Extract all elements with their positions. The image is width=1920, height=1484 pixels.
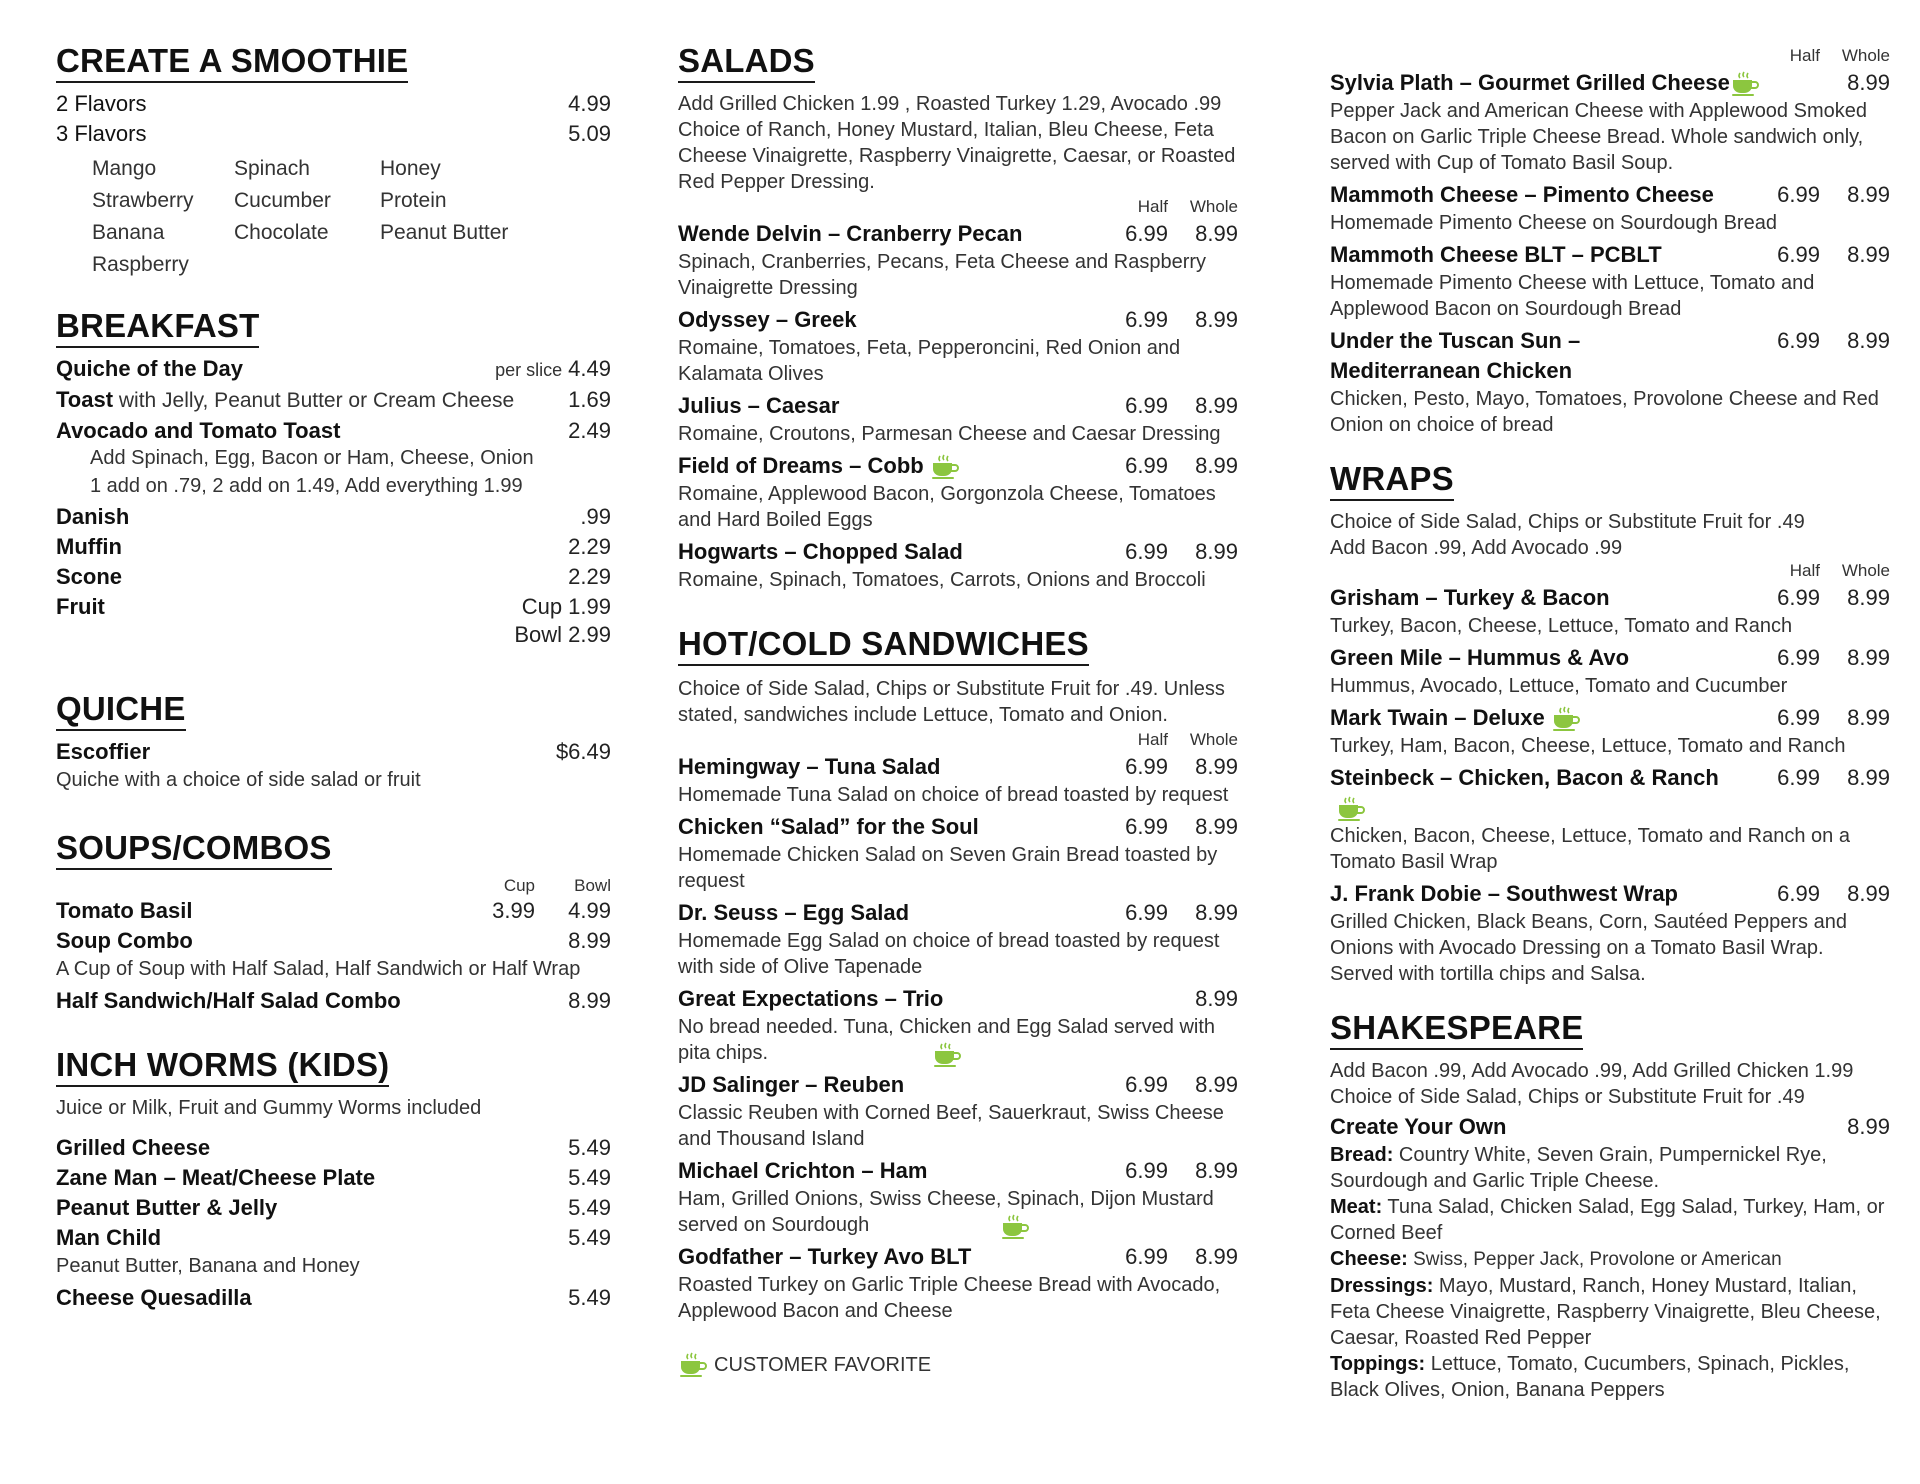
sandwiches-continued	[1330, 46, 1890, 438]
header-whole: Whole	[1841, 561, 1890, 580]
flavor: Raspberry	[92, 253, 189, 276]
section-intro: Add Bacon .99, Add Avocado .99	[1330, 537, 1623, 559]
coffee-cup-icon	[1551, 706, 1581, 732]
item-desc: Pepper Jack and American Cheese with Applewood Smoked Bacon on Garlic Triple Cheese Bread. Whole sandwich only, served with Cup of Tomato Basil Soup.	[1330, 100, 1867, 174]
menu-item	[678, 451, 1238, 533]
item-name: Green Mile – Hummus & Avo	[1330, 645, 1630, 670]
item-price-half: 6.99	[1125, 393, 1168, 418]
item-name: Grisham – Turkey & Bacon	[1330, 585, 1610, 610]
menu-row	[56, 1193, 611, 1223]
item-price-half: 6.99	[1777, 765, 1820, 790]
menu-row	[56, 416, 611, 446]
item-desc: Quiche with a choice of side salad or fruit	[56, 769, 421, 791]
option-toppings	[1330, 1351, 1890, 1403]
menu-row	[1330, 703, 1890, 733]
option-bread	[1330, 1142, 1890, 1194]
quiche-section	[56, 690, 611, 793]
menu-row	[56, 622, 611, 648]
price-header	[678, 730, 1238, 750]
item-price-half: 6.99	[1777, 705, 1820, 730]
item-price-whole: 8.99	[1195, 1072, 1238, 1097]
item-price-whole: 8.99	[1847, 705, 1890, 730]
header-half: Half	[1137, 197, 1168, 216]
section-intro: Juice or Milk, Fruit and Gummy Worms included	[56, 1097, 482, 1119]
item-name: Field of Dreams – Cobb	[678, 453, 924, 478]
header-half: Half	[1137, 730, 1168, 749]
coffee-cup-icon	[1336, 796, 1366, 822]
menu-item	[678, 305, 1238, 387]
item-price: Bowl 2.99	[514, 622, 611, 647]
shakespeare-title: SHAKESPEARE	[1330, 1009, 1583, 1050]
item-name: Steinbeck – Chicken, Bacon & Ranch	[1330, 765, 1719, 790]
price-prefix: per slice	[495, 360, 563, 380]
section-intro: Choice of Side Salad, Chips or Substitute Fruit for .49	[1330, 511, 1805, 533]
item-price: 4.99	[568, 91, 611, 116]
item-title: Toast	[56, 387, 114, 412]
menu-item	[1330, 583, 1890, 639]
item-desc: Turkey, Ham, Bacon, Cheese, Lettuce, Tomato and Ranch	[1330, 735, 1846, 757]
item-price-half: 6.99	[1777, 645, 1820, 670]
smoothie-section	[56, 42, 611, 281]
item-price-half: 6.99	[1125, 1072, 1168, 1097]
item-desc: Romaine, Croutons, Parmesan Cheese and Caesar Dressing	[678, 423, 1221, 445]
item-name: JD Salinger – Reuben	[678, 1072, 905, 1097]
item-desc-text: No bread needed. Tuna, Chicken and Egg Salad served with pita chips.	[678, 1016, 1216, 1064]
menu-item	[1330, 180, 1890, 236]
item-price-whole: 8.99	[1847, 70, 1890, 95]
item-name: Quiche of the Day	[56, 356, 244, 381]
item-price: 5.49	[568, 1285, 611, 1310]
item-name: Half Sandwich/Half Salad Combo	[56, 988, 401, 1013]
coffee-cup-icon	[678, 1352, 708, 1378]
menu-row	[1330, 1112, 1890, 1142]
item-price: 8.99	[568, 928, 611, 953]
item-desc: Chicken, Pesto, Mayo, Tomatoes, Provolone Cheese and Red Onion on choice of bread	[1330, 388, 1879, 436]
menu-row	[1330, 356, 1890, 386]
kids-section	[56, 1046, 611, 1313]
breakfast-section	[56, 307, 611, 648]
item-price: .99	[580, 504, 611, 529]
flavor: Strawberry	[92, 189, 194, 212]
menu-row	[56, 986, 611, 1016]
menu-item	[678, 219, 1238, 301]
option-cheese	[1330, 1246, 1890, 1273]
item-name: Danish	[56, 504, 130, 529]
item-price-whole: 8.99	[1195, 814, 1238, 839]
option-label: Toppings:	[1330, 1353, 1426, 1375]
item-desc: Spinach, Cranberries, Pecans, Feta Cheese and Raspberry Vinaigrette Dressing	[678, 251, 1207, 299]
menu-row	[56, 737, 611, 767]
price-header	[56, 876, 611, 896]
item-price-half: 6.99	[1125, 453, 1168, 478]
flavor: Spinach	[234, 157, 310, 180]
menu-row	[56, 532, 611, 562]
menu-row	[1330, 240, 1890, 270]
item-name: Escoffier	[56, 739, 151, 764]
menu-row	[678, 391, 1238, 421]
item-price-half: 6.99	[1125, 539, 1168, 564]
soups-title: SOUPS/COMBOS	[56, 829, 332, 870]
item-desc: A Cup of Soup with Half Salad, Half Sandwich or Half Wrap	[56, 958, 581, 980]
menu-item	[678, 752, 1238, 808]
option-label: Dressings:	[1330, 1275, 1434, 1297]
item-price: 5.49	[568, 1225, 611, 1250]
item-price: 8.99	[568, 988, 611, 1013]
item-name-wrap	[1330, 763, 1750, 823]
item-name: Hogwarts – Chopped Salad	[678, 539, 963, 564]
item-price-bowl: 4.99	[568, 898, 611, 923]
coffee-cup-icon	[1730, 71, 1760, 97]
item-name: Dr. Seuss – Egg Salad	[678, 900, 910, 925]
item-name-wrap	[1330, 68, 1820, 98]
menu-row	[1330, 326, 1890, 356]
item-name: Mediterranean Chicken	[1330, 358, 1573, 383]
item-name: Mammoth Cheese – Pimento Cheese	[1330, 182, 1714, 207]
item-name-wrap	[678, 451, 1088, 481]
item-price-whole: 8.99	[1195, 393, 1238, 418]
menu-row	[678, 1242, 1238, 1272]
item-price: 5.49	[568, 1165, 611, 1190]
menu-item	[1330, 240, 1890, 322]
item-price-half: 6.99	[1125, 900, 1168, 925]
item-note: Add Spinach, Egg, Bacon or Ham, Cheese, Onion	[90, 447, 534, 469]
item-desc: Romaine, Tomatoes, Feta, Pepperoncini, Red Onion and Kalamata Olives	[678, 337, 1181, 385]
header-bowl: Bowl	[574, 876, 611, 895]
item-name: Peanut Butter & Jelly	[56, 1195, 278, 1220]
menu-row	[678, 305, 1238, 335]
item-price: 5.09	[568, 121, 611, 146]
menu-row	[56, 89, 611, 119]
header-cup: Cup	[503, 876, 535, 895]
price-header	[1330, 561, 1890, 581]
item-name: J. Frank Dobie – Southwest Wrap	[1330, 881, 1678, 906]
section-intro: Add Grilled Chicken 1.99 , Roasted Turkey 1.29, Avocado .99	[678, 93, 1222, 115]
menu-row	[678, 812, 1238, 842]
item-name: Man Child	[56, 1225, 162, 1250]
sandwiches-title: HOT/COLD SANDWICHES	[678, 625, 1089, 666]
menu-item	[678, 1242, 1238, 1324]
menu-row	[56, 896, 611, 926]
item-price-half: 6.99	[1125, 221, 1168, 246]
item-price: 1.69	[568, 387, 611, 412]
kids-title: INCH WORMS (KIDS)	[56, 1046, 389, 1087]
item-price: 8.99	[1847, 1114, 1890, 1139]
option-text: Country White, Seven Grain, Pumpernickel Rye, Sourdough and Garlic Triple Cheese.	[1330, 1144, 1827, 1192]
item-sub: with Jelly, Peanut Butter or Cream Cheese	[113, 389, 515, 412]
column-left	[56, 42, 611, 1313]
item-desc: Romaine, Spinach, Tomatoes, Carrots, Onions and Broccoli	[678, 569, 1206, 591]
breakfast-title: BREAKFAST	[56, 307, 259, 348]
menu-row	[678, 898, 1238, 928]
item-name: Avocado and Tomato Toast	[56, 418, 341, 443]
menu-row	[56, 592, 611, 622]
option-text: Swiss, Pepper Jack, Provolone or American	[1407, 1249, 1782, 1270]
item-name: Chicken “Salad” for the Soul	[678, 814, 979, 839]
menu-item	[1330, 703, 1890, 759]
section-intro: Choice of Ranch, Honey Mustard, Italian, Bleu Cheese, Feta Cheese Vinaigrette, Raspberry Vinaigrette, Caesar, or Roasted Red Pepper Dressing.	[678, 119, 1236, 193]
menu-row	[56, 1133, 611, 1163]
legend-label: CUSTOMER FAVORITE	[714, 1353, 932, 1376]
item-desc: Homemade Pimento Cheese with Lettuce, Tomato and Applewood Bacon on Sourdough Bread	[1330, 272, 1815, 320]
flavor: Chocolate	[234, 221, 329, 244]
item-price-whole: 8.99	[1195, 1158, 1238, 1183]
column-right	[1330, 46, 1890, 1403]
item-price: 2.49	[568, 418, 611, 443]
item-desc	[678, 1186, 1238, 1238]
item-name: Zane Man – Meat/Cheese Plate	[56, 1165, 376, 1190]
item-price-whole: 8.99	[1847, 242, 1890, 267]
item-name: Julius – Caesar	[678, 393, 840, 418]
item-name: Create Your Own	[1330, 1114, 1507, 1139]
flavor-list	[92, 153, 611, 281]
menu-row	[1330, 583, 1890, 613]
item-desc: Homemade Egg Salad on choice of bread toasted by request with side of Olive Tapenade	[678, 930, 1220, 978]
item-name: Wende Delvin – Cranberry Pecan	[678, 221, 1023, 246]
legend	[678, 1352, 1238, 1378]
menu-row	[56, 926, 611, 956]
menu-item	[678, 812, 1238, 894]
menu-item	[1330, 326, 1890, 438]
section-intro: Add Bacon .99, Add Avocado .99, Add Grilled Chicken 1.99	[1330, 1060, 1854, 1082]
menu-row	[678, 984, 1238, 1014]
menu-row	[1330, 643, 1890, 673]
menu-row	[56, 385, 611, 416]
item-price-whole: 8.99	[1195, 307, 1238, 332]
menu-row	[1330, 879, 1890, 909]
item-price-half: 6.99	[1125, 1244, 1168, 1269]
item-name: Grilled Cheese	[56, 1135, 211, 1160]
wraps-section	[1330, 460, 1890, 987]
item-name: Great Expectations – Trio	[678, 986, 944, 1011]
wraps-title: WRAPS	[1330, 460, 1454, 501]
header-whole: Whole	[1841, 46, 1890, 65]
item-desc: Homemade Chicken Salad on Seven Grain Bread toasted by request	[678, 844, 1218, 892]
item-name: Odyssey – Greek	[678, 307, 857, 332]
menu-item	[1330, 68, 1890, 176]
smoothie-title: CREATE A SMOOTHIE	[56, 42, 408, 83]
menu-row	[56, 354, 611, 385]
item-name	[56, 385, 541, 416]
menu-row	[1330, 763, 1890, 823]
item-price-cup: 3.99	[492, 898, 535, 923]
item-desc: Peanut Butter, Banana and Honey	[56, 1255, 360, 1277]
item-name: 3 Flavors	[56, 121, 147, 146]
item-desc: Homemade Tuna Salad on choice of bread toasted by request	[678, 784, 1229, 806]
menu-row	[678, 537, 1238, 567]
item-price: Cup 1.99	[521, 594, 611, 619]
item-desc-text: Ham, Grilled Onions, Swiss Cheese, Spinach, Dijon Mustard served on Sourdough	[678, 1188, 1214, 1236]
item-price: 2.29	[568, 564, 611, 589]
item-name-wrap	[1330, 703, 1740, 733]
menu-row	[678, 1156, 1238, 1186]
option-text: Tuna Salad, Chicken Salad, Egg Salad, Turkey, Ham, or Corned Beef	[1330, 1196, 1885, 1244]
flavor: Honey	[380, 157, 441, 180]
item-desc: Turkey, Bacon, Cheese, Lettuce, Tomato and Ranch	[1330, 615, 1793, 637]
item-price-half: 6.99	[1125, 1158, 1168, 1183]
item-price-whole: 8.99	[1195, 221, 1238, 246]
menu-row	[1330, 68, 1890, 98]
item-name: Mark Twain – Deluxe	[1330, 705, 1545, 730]
option-dressings	[1330, 1273, 1890, 1351]
item-desc: Hummus, Avocado, Lettuce, Tomato and Cucumber	[1330, 675, 1788, 697]
quiche-title: QUICHE	[56, 690, 186, 731]
item-price: 4.49	[568, 356, 611, 381]
item-price-half: 6.99	[1125, 754, 1168, 779]
flavor: Protein	[380, 189, 447, 212]
item-price-whole: 8.99	[1195, 986, 1238, 1011]
item-desc	[678, 1014, 1238, 1066]
item-name: Sylvia Plath – Gourmet Grilled Cheese	[1330, 70, 1730, 95]
option-label: Bread:	[1330, 1144, 1394, 1166]
menu-item	[678, 391, 1238, 447]
item-name: 2 Flavors	[56, 91, 147, 116]
menu-item	[1330, 763, 1890, 875]
flavor: Peanut Butter	[380, 221, 509, 244]
menu-item	[678, 898, 1238, 980]
item-price-whole: 8.99	[1847, 765, 1890, 790]
item-price-whole: 8.99	[1195, 754, 1238, 779]
item-price-half: 6.99	[1777, 242, 1820, 267]
item-price-whole: 8.99	[1195, 539, 1238, 564]
option-text: Mayo, Mustard, Ranch, Honey Mustard, Italian, Feta Cheese Vinaigrette, Raspberry Vinaigrette, Bleu Cheese, Caesar, Roasted Red Pepper	[1330, 1275, 1881, 1349]
menu-row	[678, 752, 1238, 782]
shakespeare-section	[1330, 1009, 1890, 1403]
item-price-whole: 8.99	[1847, 328, 1890, 353]
salads-section	[678, 42, 1238, 593]
salads-title: SALADS	[678, 42, 815, 83]
item-price-half: 6.99	[1125, 307, 1168, 332]
menu-row	[56, 502, 611, 532]
section-intro: Choice of Side Salad, Chips or Substitute Fruit for .49	[1330, 1086, 1805, 1108]
header-whole: Whole	[1189, 730, 1238, 749]
menu-item	[1330, 879, 1890, 987]
price-header	[678, 197, 1238, 217]
header-half: Half	[1789, 46, 1820, 65]
item-desc: Classic Reuben with Corned Beef, Sauerkraut, Swiss Cheese and Thousand Island	[678, 1102, 1224, 1150]
menu-row	[678, 451, 1238, 481]
menu-row	[56, 1163, 611, 1193]
menu-item	[1330, 643, 1890, 699]
menu-item	[678, 1070, 1238, 1152]
coffee-cup-icon	[932, 1042, 962, 1068]
item-price: 5.49	[568, 1195, 611, 1220]
item-name: Cheese Quesadilla	[56, 1285, 252, 1310]
item-name: Michael Crichton – Ham	[678, 1158, 928, 1183]
soups-section	[56, 829, 611, 1016]
item-desc: Homemade Pimento Cheese on Sourdough Bread	[1330, 212, 1777, 234]
menu-row	[56, 1283, 611, 1313]
section-intro: Choice of Side Salad, Chips or Substitute Fruit for .49. Unless stated, sandwiches include Lettuce, Tomato and Onion.	[678, 678, 1225, 726]
item-note: 1 add on .79, 2 add on 1.49, Add everything 1.99	[90, 475, 523, 497]
item-desc: Chicken, Bacon, Cheese, Lettuce, Tomato and Ranch on a Tomato Basil Wrap	[1330, 825, 1850, 873]
item-price-whole: 8.99	[1847, 645, 1890, 670]
menu-row	[678, 1070, 1238, 1100]
menu-row	[678, 219, 1238, 249]
item-name: Mammoth Cheese BLT – PCBLT	[1330, 242, 1662, 267]
menu-row	[56, 562, 611, 592]
menu-item	[678, 537, 1238, 593]
flavor: Cucumber	[234, 189, 331, 212]
item-price: 2.29	[568, 534, 611, 559]
item-price: $6.49	[555, 739, 611, 764]
item-price-whole: 8.99	[1847, 881, 1890, 906]
item-price: 5.49	[568, 1135, 611, 1160]
item-price-half: 6.99	[1777, 328, 1820, 353]
item-name: Soup Combo	[56, 928, 193, 953]
item-desc: Romaine, Applewood Bacon, Gorgonzola Cheese, Tomatoes and Hard Boiled Eggs	[678, 483, 1216, 531]
header-half: Half	[1789, 561, 1820, 580]
coffee-cup-icon	[930, 454, 960, 480]
menu-row	[1330, 180, 1890, 210]
menu-row	[56, 119, 611, 149]
item-name: Fruit	[56, 594, 105, 619]
item-name: Godfather – Turkey Avo BLT	[678, 1244, 972, 1269]
item-desc: Grilled Chicken, Black Beans, Corn, Sautéed Peppers and Onions with Avocado Dressing on a Tomato Basil Wrap. Served with tortilla chips and Salsa.	[1330, 911, 1847, 985]
item-price-half: 6.99	[1777, 585, 1820, 610]
item-price-half: 6.99	[1777, 881, 1820, 906]
item-price-whole: 8.99	[1195, 900, 1238, 925]
item-price-whole: 8.99	[1847, 182, 1890, 207]
item-name: Hemingway – Tuna Salad	[678, 754, 941, 779]
item-name: Under the Tuscan Sun –	[1330, 328, 1581, 353]
menu-row	[56, 1223, 611, 1253]
menu-item	[678, 1156, 1238, 1238]
column-middle	[678, 42, 1238, 1378]
option-text: Lettuce, Tomato, Cucumbers, Spinach, Pickles, Black Olives, Onion, Banana Peppers	[1330, 1353, 1850, 1401]
item-desc: Roasted Turkey on Garlic Triple Cheese Bread with Avocado, Applewood Bacon and Cheese	[678, 1274, 1221, 1322]
sandwiches-section	[678, 625, 1238, 1324]
item-name: Tomato Basil	[56, 898, 193, 923]
price-header	[1330, 46, 1890, 66]
item-price-whole: 8.99	[1195, 453, 1238, 478]
item-price-half: 6.99	[1777, 182, 1820, 207]
option-meat	[1330, 1194, 1890, 1246]
flavor: Mango	[92, 157, 157, 180]
menu-item	[678, 984, 1238, 1066]
item-name: Muffin	[56, 534, 122, 559]
option-label: Meat:	[1330, 1196, 1383, 1218]
item-price-whole: 8.99	[1195, 1244, 1238, 1269]
item-price-whole: 8.99	[1847, 585, 1890, 610]
flavor: Banana	[92, 221, 165, 244]
option-label: Cheese:	[1330, 1248, 1408, 1270]
coffee-cup-icon	[1000, 1214, 1030, 1240]
item-name: Scone	[56, 564, 123, 589]
item-price-half: 6.99	[1125, 814, 1168, 839]
header-whole: Whole	[1189, 197, 1238, 216]
